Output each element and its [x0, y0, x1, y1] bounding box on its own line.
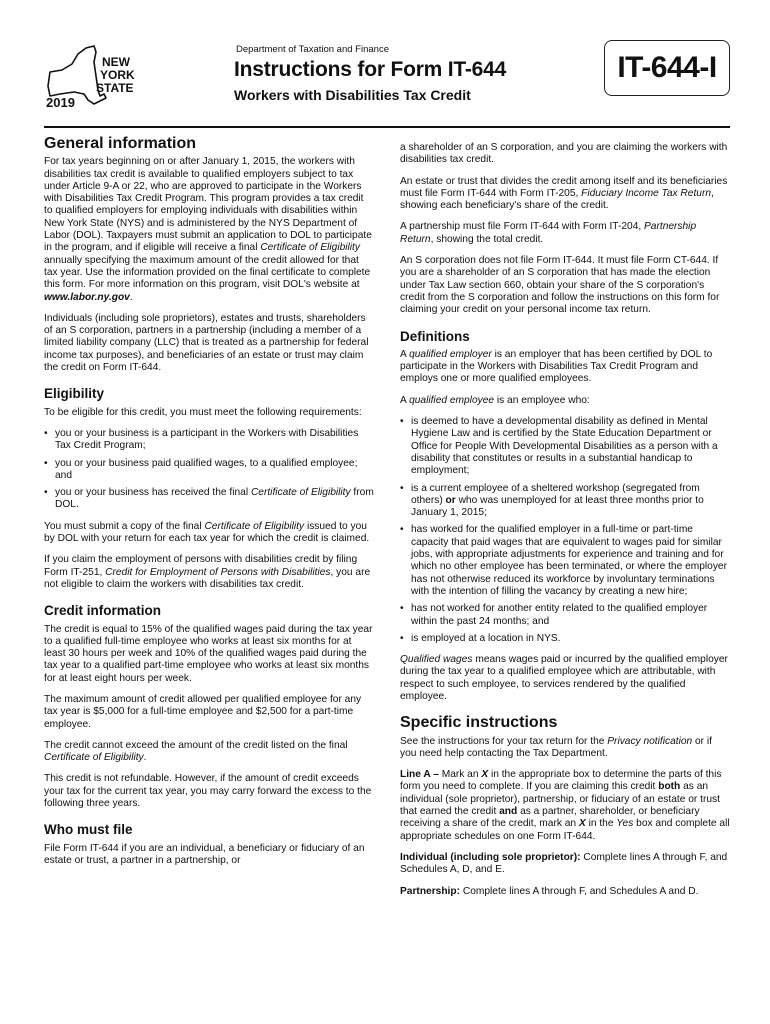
qualified-employee-list — [400, 416, 730, 645]
logo-line-york: YORK — [100, 68, 135, 82]
filing-paragraph: An estate or trust that divides the credit among itself and its beneficiaries must file Form IT-644 with Form IT-205, Fiduciary Income Tax Return, showing each beneficiary's share of the credit. — [400, 175, 728, 212]
list-item: • has worked for the qualified employer in a full-time or part-time capacity that paid wages that are equivalent to wages paid for similar jobs, with appropriate adjustments for experience and training and for which no other employee has been terminated, or where the employer has not otherwise reduced its workforce by involuntary terminations with the intention of filling the vacancy by creating a new hire; — [400, 524, 730, 598]
general-info-heading: General information — [44, 135, 197, 152]
filing-paragraph: A partnership must file Form IT-644 with Form IT-204, Partnership Return, showing the total credit. — [400, 221, 697, 245]
eligibility-intro: To be eligible for this credit, you must meet the following requirements: — [44, 406, 362, 418]
list-item: • is employed at a location in NYS. — [400, 633, 730, 645]
header-rule — [44, 126, 730, 128]
who-must-file-heading: Who must file — [44, 822, 133, 838]
left-column — [44, 135, 374, 876]
eligibility-paragraph: You must submit a copy of the final Certificate of Eligibility issued to you by DOL with your return for each tax year for which the credit is claimed. — [44, 520, 370, 545]
filing-paragraph: An S corporation does not file Form IT-644. It must file Form CT-644. If you are a shareholder of an S corporation that has made the election under Tax Law section 660, obtain your share of the S corporation's credit from the S corporation and follow the instructions on this form for claiming your credit on your personal income tax return. — [400, 255, 720, 316]
eligibility-paragraph: If you claim the employment of persons with disabilities credit by filing Form IT-251, Credit for Employment of Persons with Disabilities, you are not eligible to claim the workers with disabilities tax credit. — [44, 554, 371, 590]
definitions-heading: Definitions — [400, 328, 470, 344]
form-number-box — [604, 40, 730, 96]
department-name: Department of Taxation and Finance — [236, 44, 389, 55]
list-item: • is deemed to have a developmental disability as defined in Mental Hygiene Law and is certified by the State Education Department or Office for People With Developmental Disabilities as a person with a disability that constitutes or results in a substantial handicap to employment; — [400, 416, 730, 477]
who-must-file-paragraph: File Form IT-644 if you are an individual, a beneficiary or fiduciary of an estate or trust, a partner in a partnership, or — [44, 842, 365, 866]
instruction-paragraph: See the instructions for your tax return for the Privacy notification or if you need help contacting the Tax Department. — [400, 735, 713, 759]
individual-paragraph: Individual (including sole proprietor): Complete lines A through F, and Schedules A, D, and E. — [400, 851, 728, 876]
list-item: • you or your business is a participant in the Workers with Disabilities Tax Credit Program; — [44, 428, 374, 453]
right-column — [400, 142, 730, 907]
page-title: Instructions for Form IT-644 — [234, 58, 507, 81]
list-item: • has not worked for another entity related to the qualified employer within the past 24 months; and — [400, 603, 730, 628]
credit-paragraph: The credit is equal to 15% of the qualified wages paid during the tax year to a qualified full-time employee who works at least six months for at least 30 hours per week and 10% of the qualified wages paid during the tax year to a qualified part-time employee who works at least six months for at least eight hours per week. — [44, 623, 373, 684]
dol-website-link[interactable]: www.labor.ny.gov — [44, 291, 130, 303]
list-item: • is a current employee of a sheltered workshop (segregated from others) or who was unemployed for at least three months prior to January 1, 2015; — [400, 483, 730, 520]
eligibility-list — [44, 428, 374, 512]
specific-instructions-heading: Specific instructions — [400, 714, 558, 732]
line-a-paragraph: Line A – Mark an X in the appropriate box to determine the parts of this form you need to complete. If you are claiming this credit both as an individual (sole proprietor), partnership, or fiduciary of an estate or trust that earned the credit and as a partner, shareholder, or beneficiary receiving a share of the credit, mark an X in the Yes box and complete all appropriate schedules on one Form IT-644. — [400, 769, 730, 842]
credit-info-heading: Credit information — [44, 603, 161, 619]
general-info-paragraph: For tax years beginning on or after January 1, 2015, the workers with disabilities tax credit is available to qualified employers subject to tax under Article 9-A or 22, who are approved to participate in the Workers with Disabilities Tax Credit Program. This program provides a tax credit to qualified employers for employing individuals with disabilities within New York State (NYS) and is administered by the NYS Department of Labor (DOL). Taxpayers must submit an application to DOL to participate in the program, and if eligible will receive a final Certificate of Eligibility annually specifying the maximum amount of the credit allowed for that tax year. Use the information provided on the final certificate to complete this form. For more information on this program, visit DOL's website at www.labor.ny.gov. — [44, 156, 372, 303]
partnership-paragraph: Partnership: Complete lines A through F, and Schedules A and D. — [400, 885, 699, 897]
logo-line-state: STATE — [96, 81, 134, 95]
list-item: • you or your business has received the final Certificate of Eligibility from DOL. — [44, 487, 374, 512]
who-may-claim-paragraph: Individuals (including sole proprietors), estates and trusts, shareholders of an S corporation, partners in a partnership (including a member of a limited liability company (LLC) that is treated as a partnership for federal income tax purposes), and beneficiaries of an estate or trust may claim the credit on Form IT-644. — [44, 312, 369, 374]
credit-paragraph: The credit cannot exceed the amount of the credit listed on the final Certificate of Eligibility. — [44, 739, 348, 764]
form-number: IT-644-I — [617, 51, 717, 84]
credit-paragraph: The maximum amount of credit allowed per qualified employee for any tax year is $5,000 for a full-time employee and $2,500 for a part-time employee. — [44, 693, 362, 730]
list-item: • you or your business paid qualified wages, to a qualified employee; and — [44, 458, 374, 483]
filing-paragraph: a shareholder of an S corporation, and you are claiming the workers with disabilities tax credit. — [400, 142, 728, 166]
page-subtitle: Workers with Disabilities Tax Credit — [234, 87, 471, 103]
definition-paragraph: A qualified employer is an employer that has been certified by DOL to participate in the Workers with Disabilities Tax Credit Program and employs one or more qualified employees. — [400, 348, 713, 385]
definition-paragraph: A qualified employee is an employee who: — [400, 394, 590, 406]
eligibility-heading: Eligibility — [44, 386, 105, 402]
nys-logo — [44, 42, 154, 110]
form-year: 2019 — [46, 95, 75, 110]
definition-paragraph: Qualified wages means wages paid or incurred by the qualified employer during the tax year to a qualified employee which are attributable, with respect to such employee, to services rendered by the qualified employee. — [400, 654, 728, 702]
logo-line-new: NEW — [102, 55, 130, 69]
credit-paragraph: This credit is not refundable. However, if the amount of credit exceeds your tax for the current tax year, you may carry forward the excess to the following three years. — [44, 773, 372, 810]
